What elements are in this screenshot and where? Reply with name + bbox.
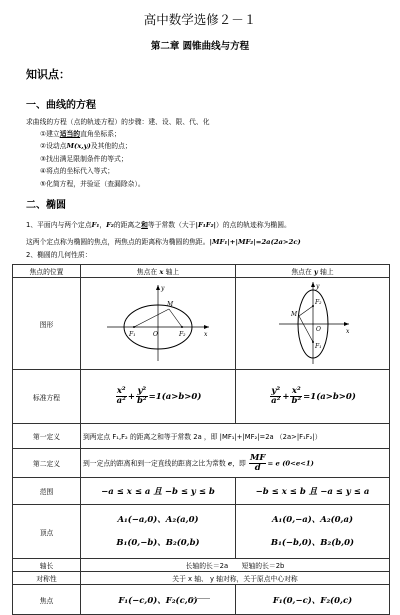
svg-text:O: O <box>315 325 321 333</box>
header-x-axis: 焦点在 x 轴上 <box>81 265 236 278</box>
horizontal-ellipse-figure <box>103 281 213 365</box>
ellipse-definition-2: 这两个定点称为椭圆的焦点，两焦点的距离称为椭圆的焦距。|MF₁|+|MF₂|=2a(2a>2c) <box>26 238 301 246</box>
vertex-y: A₁(0,−a)、A₂(0,a) B₁(−b,0)、B₂(b,0) <box>236 505 390 559</box>
svg-text:F₁: F₁ <box>314 342 322 350</box>
step-4: ④将点的坐标代入等式； <box>40 167 115 175</box>
steps-intro: 求曲线的方程（点的轨迹方程）的步骤：建、设、限、代、化 <box>26 118 210 126</box>
vertex-x: A₁(−a,0)、A₂(a,0) B₁(0,−b)、B₂(0,b) <box>81 505 236 559</box>
svg-text:O: O <box>153 330 158 338</box>
standard-equation-x: $\frac{\text{x²}}{\text{a²}}$ + $\frac{\text{y²}}{\text{b²}}$ =1(a>b>0) <box>81 370 236 424</box>
step-1: ①建立适当的直角坐标系； <box>40 130 121 138</box>
svg-text:x: x <box>204 330 208 338</box>
first-definition-text: 到两定点 F₁,F₂ 的距离之和等于常数 2a ，即 |MF₁|+|MF₂|=2a （2a>|F₁F₂|） <box>81 424 390 449</box>
table-row-axis-length <box>13 559 390 572</box>
figure-y-ellipse <box>236 278 390 370</box>
table-row-vertex <box>13 505 390 559</box>
knowledge-heading: 知识点： <box>26 68 70 81</box>
row-label-range: 范围 <box>13 478 81 505</box>
table-row-range <box>13 478 390 505</box>
symmetry-text: 关于 x 轴、 y 轴对称，关于原点中心对称 <box>81 572 390 585</box>
vertical-ellipse-figure <box>273 280 353 366</box>
step-2: ②设动点M(x,y)及其他的点； <box>40 142 132 150</box>
figure-x-ellipse <box>81 278 236 370</box>
ellipse-definition-1: 1、平面内与两个定点F₁，F₂的距离之和等于常数（大于|F₁F₂|）的点的轨迹称为椭圆。 <box>26 221 291 229</box>
row-label-vertex: 顶点 <box>13 505 81 559</box>
document-title: 高中数学选修２－１ <box>143 12 257 27</box>
header-focus-position: 焦点的位置 <box>13 265 81 278</box>
table-row-symmetry <box>13 572 390 585</box>
svg-text:x: x <box>345 327 349 335</box>
focus-y: F₁(0,−c)、F₂(0,c) <box>236 585 390 615</box>
header-y-axis: 焦点在 y 轴上 <box>236 265 390 278</box>
svg-text:M: M <box>290 310 297 318</box>
section-curve-equation: 一、曲线的方程 <box>26 100 96 111</box>
svg-text:F₂: F₂ <box>314 298 322 306</box>
chapter-heading: 第二章 圆锥曲线与方程 <box>150 41 250 52</box>
svg-text:y: y <box>161 284 165 292</box>
table-row-first-definition <box>13 424 390 449</box>
table-row-second-definition <box>13 449 390 478</box>
standard-equation-y: $\frac{\text{y²}}{\text{a²}}$ + $\frac{\text{x²}}{\text{b²}}$ =1(a>b>0) <box>236 370 390 424</box>
step-5: ⑤化简方程，并验证（查漏除杂）。 <box>40 180 145 188</box>
table-row-standard-equation <box>13 370 390 424</box>
ellipse-properties-table <box>12 264 390 615</box>
svg-text:y: y <box>315 282 319 290</box>
second-definition-text: 到一定点的距离和到一定直线的距离之比为常数 e，即 $\frac{MF}{d}$ = e (0<e<1) <box>81 449 390 478</box>
table-row-graph <box>13 278 390 370</box>
row-label-second-definition: 第二定义 <box>13 449 81 478</box>
table-header-row <box>13 265 390 278</box>
section-ellipse: 二、椭圆 <box>26 200 66 211</box>
row-label-focus: 焦点 <box>13 585 81 615</box>
page-footer-mark <box>190 598 210 602</box>
row-label-graph: 图形 <box>13 278 81 370</box>
svg-text:F₁: F₁ <box>129 330 136 338</box>
focus-x: F₁(−c,0)、F₂(c,0) <box>81 585 236 615</box>
row-label-first-definition: 第一定义 <box>13 424 81 449</box>
axis-length-text: 长轴的长＝2a 短轴的长＝2b <box>81 559 390 572</box>
range-y: −b ≤ x ≤ b 且 −a ≤ y ≤ a <box>236 478 390 505</box>
svg-text:M: M <box>167 300 174 308</box>
row-label-standard-equation: 标准方程 <box>13 370 81 424</box>
svg-text:F₂: F₂ <box>179 330 186 338</box>
step-3: ③找出满足限制条件的等式； <box>40 155 128 163</box>
row-label-symmetry: 对称性 <box>13 572 81 585</box>
range-x: −a ≤ x ≤ a 且 −b ≤ y ≤ b <box>81 478 236 505</box>
row-label-axis-length: 轴长 <box>13 559 81 572</box>
geometry-heading: 2、椭圆的几何性质： <box>26 251 92 259</box>
